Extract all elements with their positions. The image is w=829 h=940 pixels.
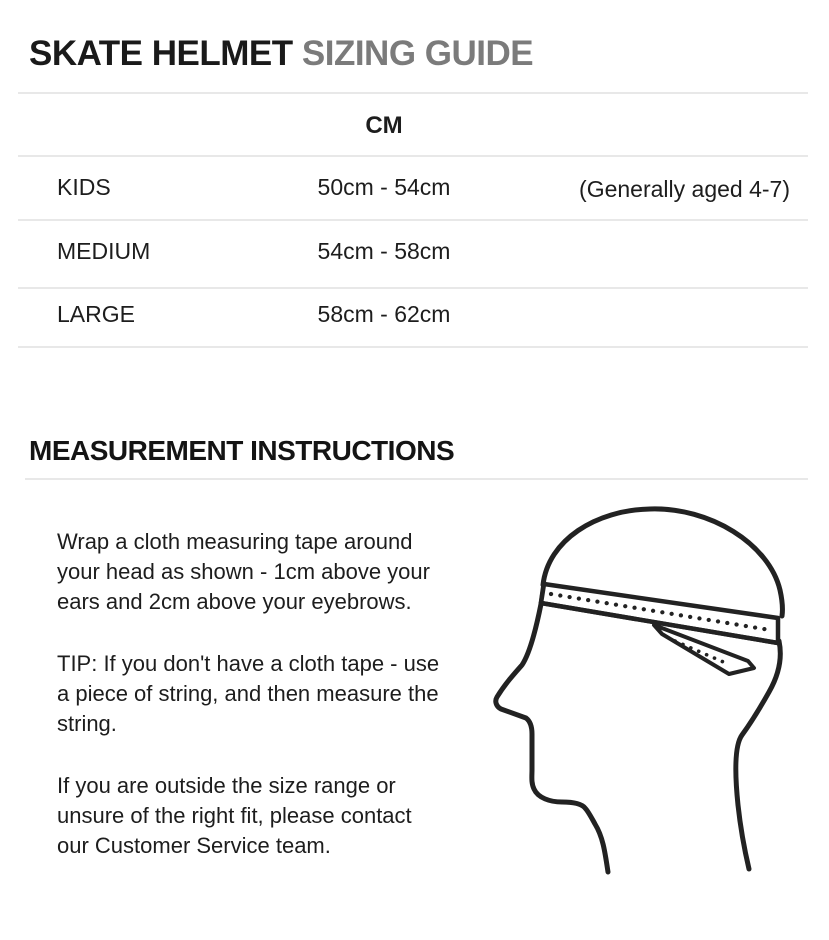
- text-line: TIP: If you don't have a cloth tape - use: [57, 651, 440, 676]
- measuring-tape-band: [541, 584, 778, 674]
- paragraph: [57, 649, 457, 739]
- divider: [18, 92, 808, 94]
- paragraph: [57, 527, 457, 617]
- size-range: 58cm - 62cm: [317, 301, 451, 327]
- page-title-secondary: SIZING GUIDE: [301, 34, 534, 73]
- head-profile-icon: [478, 492, 790, 884]
- head-outline: [496, 509, 783, 872]
- divider: [18, 155, 808, 157]
- divider: [18, 287, 808, 289]
- text-line: string.: [57, 711, 117, 736]
- section-heading: MEASUREMENT INSTRUCTIONS: [29, 435, 455, 466]
- unit-column-header: CM: [365, 112, 403, 139]
- text-line: Wrap a cloth measuring tape around: [57, 529, 413, 554]
- text-line: unsure of the right fit, please contact: [57, 803, 412, 828]
- text-line: If you are outside the size range or: [57, 773, 396, 798]
- size-range: 54cm - 58cm: [317, 238, 451, 264]
- head-profile-measuring-tape-diagram: [478, 492, 790, 884]
- size-label: MEDIUM: [57, 238, 151, 264]
- page-title-primary: SKATE HELMET: [29, 34, 293, 73]
- size-label: KIDS: [57, 174, 111, 200]
- divider: [25, 478, 808, 480]
- size-label: LARGE: [57, 301, 135, 327]
- divider: [18, 346, 808, 348]
- instructions-text: [57, 527, 457, 861]
- size-range: 50cm - 54cm: [317, 174, 451, 200]
- text-line: ears and 2cm above your eyebrows.: [57, 589, 412, 614]
- divider: [18, 219, 808, 221]
- paragraph: [57, 771, 457, 861]
- text-line: your head as shown - 1cm above your: [57, 559, 430, 584]
- text-line: a piece of string, and then measure the: [57, 681, 439, 706]
- page-title: [29, 36, 533, 71]
- text-line: our Customer Service team.: [57, 833, 331, 858]
- size-note: (Generally aged 4-7): [579, 176, 790, 202]
